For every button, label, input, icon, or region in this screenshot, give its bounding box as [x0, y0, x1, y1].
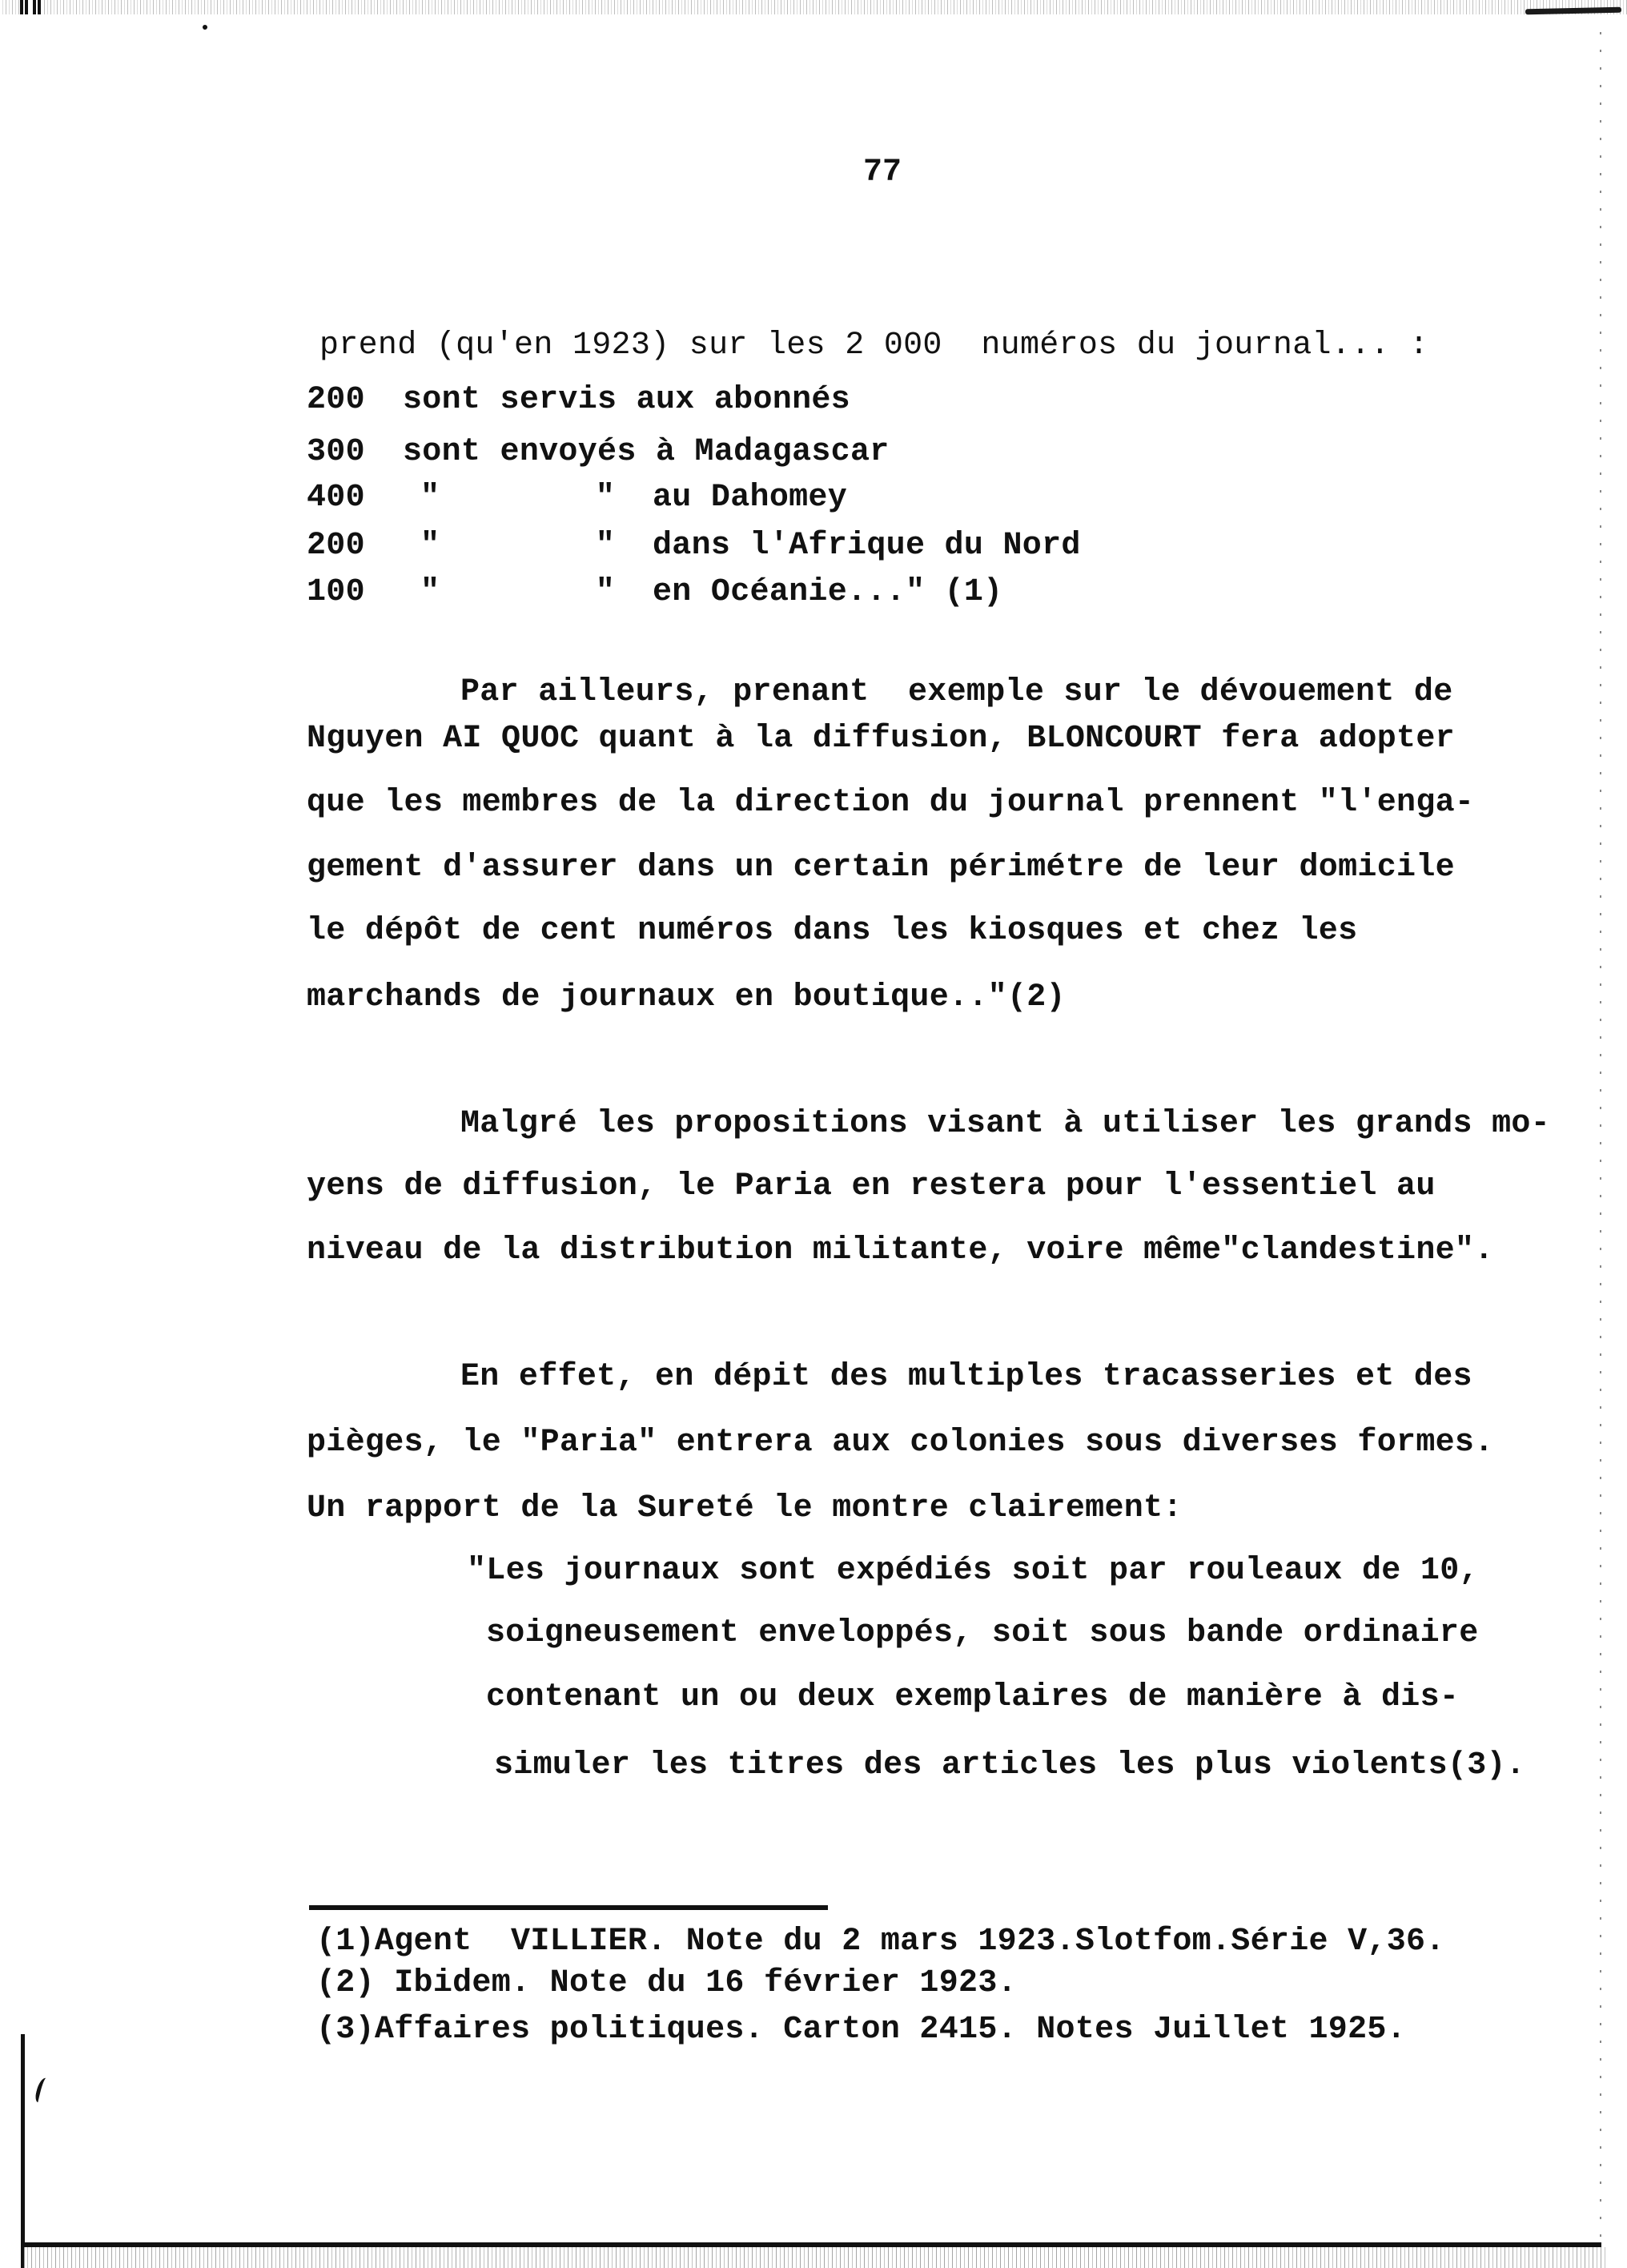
paragraph-line: pièges, le "Paria" entrera aux colonies sous diverses formes. — [307, 1425, 1494, 1461]
footnote: (1)Agent VILLIER. Note du 2 mars 1923.Slotfom.Série V,36. — [316, 1924, 1445, 1960]
distribution-text: sont servis aux abonnés — [403, 382, 850, 418]
distribution-text: en Océanie..." (1) — [653, 574, 1003, 610]
paragraph-line: Nguyen AI QUOC quant à la diffusion, BLONCOURT fera adopter — [307, 721, 1455, 757]
quote-line: soigneusement enveloppés, soit sous bande ordinaire — [486, 1615, 1479, 1651]
distribution-count: 100 — [307, 574, 365, 610]
ditto-marks: " " — [420, 528, 616, 564]
paragraph-line: gement d'assurer dans un certain périmétre de leur domicile — [307, 850, 1455, 886]
paragraph-line: En effet, en dépit des multiples tracasseries et des — [460, 1359, 1472, 1395]
paragraph-line: Malgré les propositions visant à utiliser les grands mo- — [460, 1106, 1551, 1142]
paragraph-line: Un rapport de la Sureté le montre clairement: — [307, 1490, 1183, 1526]
paragraph-line: marchands de journaux en boutique.."(2) — [307, 979, 1066, 1015]
paragraph-line: niveau de la distribution militante, voire même"clandestine". — [307, 1233, 1494, 1269]
scan-corner-mark — [20, 0, 44, 14]
page-right-edge — [1600, 32, 1601, 2250]
footnote-separator — [309, 1905, 828, 1910]
distribution-text: dans l'Afrique du Nord — [653, 528, 1081, 564]
quote-line: simuler les titres des articles les plus violents(3). — [494, 1747, 1526, 1783]
quote-line: contenant un ou deux exemplaires de manière à dis- — [486, 1679, 1460, 1715]
distribution-count: 300 — [307, 434, 365, 470]
distribution-text: sont envoyés à Madagascar — [403, 434, 890, 470]
ditto-marks: " " — [420, 480, 616, 516]
paragraph-line: yens de diffusion, le Paria en restera pour l'essentiel au — [307, 1168, 1436, 1204]
intro-line: prend (qu'en 1923) sur les 2 000 numéros du journal... : — [319, 328, 1429, 364]
ink-speck — [203, 25, 207, 30]
scan-top-edge — [0, 0, 1627, 14]
paragraph-line: Par ailleurs, prenant exemple sur le dévouement de — [460, 674, 1453, 710]
footnote: (2) Ibidem. Note du 16 février 1923. — [316, 1965, 1017, 2001]
paragraph-line: que les membres de la direction du journal prennent "l'enga- — [307, 785, 1475, 821]
distribution-count: 200 — [307, 528, 365, 564]
ditto-marks: " " — [420, 574, 616, 610]
scan-left-border — [21, 2034, 25, 2268]
page-number: 77 — [863, 155, 902, 191]
footnote: (3)Affaires politiques. Carton 2415. Notes Juillet 1925. — [316, 2012, 1407, 2048]
paragraph-line: le dépôt de cent numéros dans les kiosques et chez les — [307, 913, 1358, 949]
scan-bottom-edge — [24, 2247, 1605, 2268]
distribution-count: 200 — [307, 382, 365, 418]
pen-mark — [34, 2077, 50, 2104]
distribution-text: au Dahomey — [653, 480, 848, 516]
distribution-count: 400 — [307, 480, 365, 516]
quote-line: "Les journaux sont expédiés soit par rouleaux de 10, — [467, 1553, 1479, 1589]
